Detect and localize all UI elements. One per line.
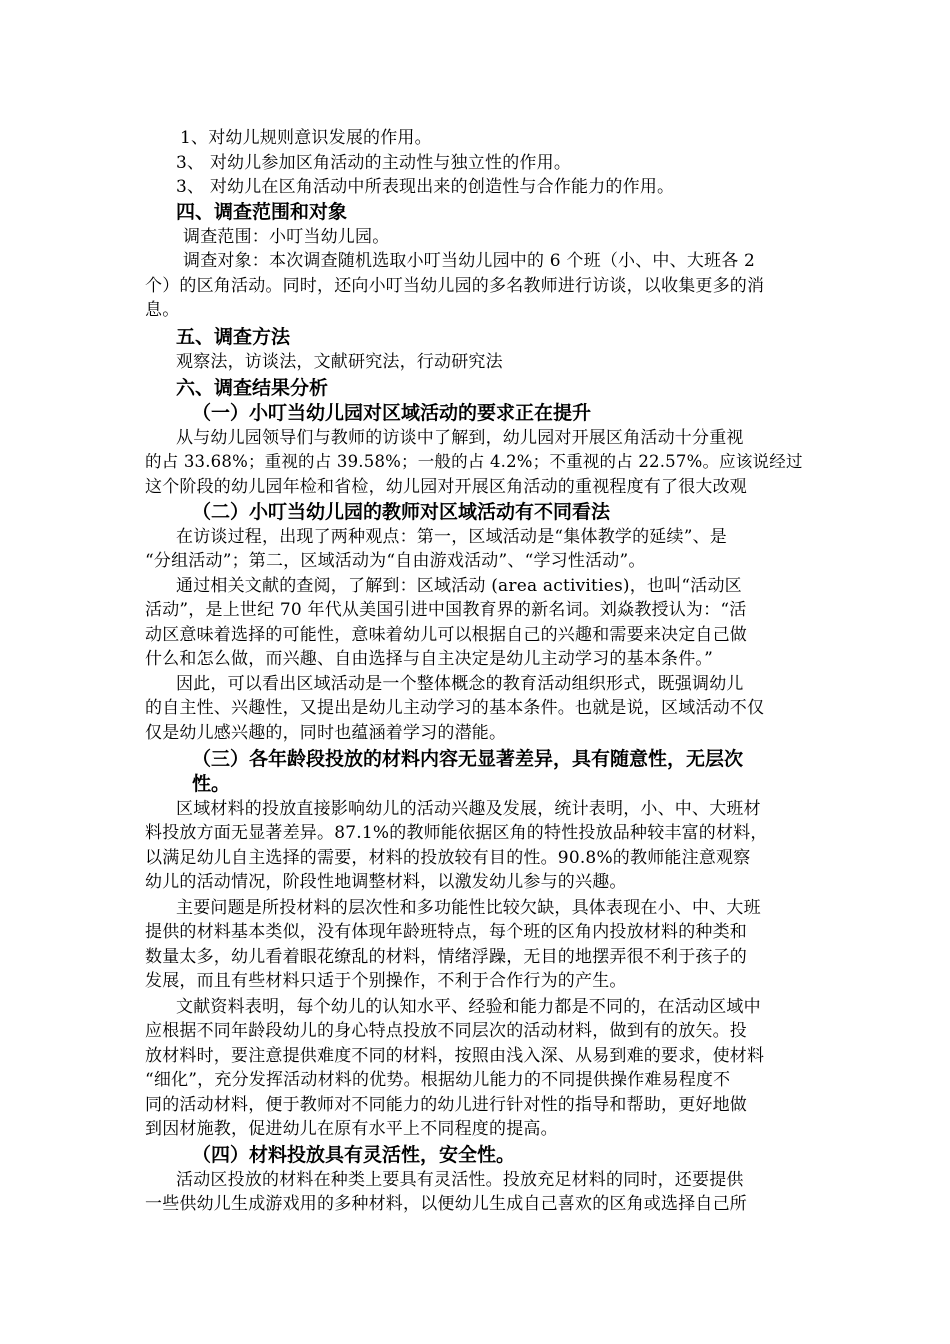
section-5-line-1: 观察法，访谈法，文献研究法，行动研究法 (176, 352, 503, 372)
subsection-1-line-3: 这个阶段的幼儿园年检和省检，幼儿园对开展区角活动的重视程度有了很大改观 (145, 477, 747, 497)
objective-1: 1、对幼儿规则意识发展的作用。 (180, 128, 432, 148)
subsection-3-heading-line-1: （三）各年龄段投放的材料内容无显著差异，具有随意性，无层次 (192, 748, 744, 770)
subsection-2-line-5: 动区意味着选择的可能性，意味着幼儿可以根据自己的兴趣和需要来决定自己做 (145, 625, 747, 645)
subsection-3-line-2: 料投放方面无显著差异。87.1%的教师能依据区角的特性投放品种较丰富的材料， (145, 823, 768, 843)
subsection-3-line-4: 幼儿的活动情况，阶段性地调整材料，以激发幼儿参与的兴趣。 (145, 872, 627, 892)
subsection-2-line-8: 的自主性、兴趣性，又提出是幼儿主动学习的基本条件。也就是说，区域活动不仅 (145, 698, 765, 718)
objective-2: 3、 对幼儿参加区角活动的主动性与独立性的作用。 (176, 153, 572, 173)
subsection-2-line-7: 因此，可以看出区域活动是一个整体概念的教育活动组织形式，既强调幼儿 (176, 674, 744, 694)
subsection-4-heading: （四）材料投放具有灵活性，安全性。 (192, 1144, 516, 1166)
subsection-3-line-3: 以满足幼儿自主选择的需要，材料的投放较有目的性。90.8%的教师能注意观察 (145, 848, 751, 868)
subsection-3-line-13: 同的活动材料，便于教师对不同能力的幼儿进行针对性的指导和帮助，更好地做 (145, 1095, 747, 1115)
subsection-3-line-6: 提供的材料基本类似，没有体现年龄班特点，每个班的区角内投放材料的种类和 (145, 922, 747, 942)
subsection-3-line-1: 区域材料的投放直接影响幼儿的活动兴趣及发展，统计表明，小、中、大班材 (176, 799, 761, 819)
subsection-2-line-2: “分组活动”；第二，区域活动为“自由游戏活动”、“学习性活动”。 (145, 551, 646, 571)
subsection-3-line-7: 数量太多，幼儿看着眼花缭乱的材料，情绪浮躁，无目的地摆弄很不利于孩子的 (145, 947, 747, 967)
subsection-2-line-3: 通过相关文献的查阅，了解到：区域活动 (area activities)，也叫“活动区 (176, 576, 742, 596)
subsection-3-line-8: 发展，而且有些材料只适于个别操作，不利于合作行为的产生。 (145, 971, 627, 991)
subsection-4-line-2: 一些供幼儿生成游戏用的多种材料，以便幼儿生成自己喜欢的区角或选择自己所 (145, 1194, 747, 1214)
subsection-1-line-2: 的占 33.68%；重视的占 39.58%；一般的占 4.2%；不重视的占 22.57%。应该说经过 (145, 452, 803, 471)
subsection-2-line-9: 仅是幼儿感兴趣的，同时也蕴涵着学习的潜能。 (145, 723, 507, 743)
objective-3: 3、 对幼儿在区角活动中所表现出来的创造性与合作能力的作用。 (176, 177, 675, 197)
subsection-2-heading: （二）小叮当幼儿园的教师对区域活动有不同看法 (192, 501, 611, 523)
subsection-3-line-11: 放材料时，要注意提供难度不同的材料，按照由浅入深、从易到难的要求，使材料 (145, 1046, 765, 1066)
section-6-heading: 六、调查结果分析 (176, 377, 329, 399)
subsection-3-line-12: “细化”，充分发挥活动材料的优势。根据幼儿能力的不同提供操作难易程度不 (145, 1070, 731, 1090)
section-4-line-1: 调查范围：小叮当幼儿园。 (183, 227, 390, 247)
subsection-3-line-14: 到因材施教，促进幼儿在原有水平上不同程度的提高。 (145, 1119, 558, 1139)
section-4-line-2: 调查对象：本次调查随机选取小叮当幼儿园中的 6 个班（小、中、大班各 2 (183, 251, 756, 271)
subsection-2-line-1: 在访谈过程，出现了两种观点：第一，区域活动是“集体教学的延续”、是 (176, 527, 727, 547)
subsection-2-line-6: 什么和怎么做，而兴趣、自由选择与自主决定是幼儿主动学习的基本条件。” (145, 649, 713, 669)
subsection-4-line-1: 活动区投放的材料在种类上要具有灵活性。投放充足材料的同时，还要提供 (176, 1170, 744, 1190)
section-4-heading: 四、调查范围和对象 (176, 201, 348, 223)
section-5-heading: 五、调查方法 (176, 326, 291, 348)
subsection-1-heading: （一）小叮当幼儿园对区域活动的要求正在提升 (192, 402, 592, 424)
subsection-3-heading-line-2: 性。 (192, 773, 231, 795)
subsection-1-line-1: 从与幼儿园领导们与教师的访谈中了解到，幼儿园对开展区角活动十分重视 (176, 428, 744, 448)
subsection-2-line-4: 活动”，是上世纪 70 年代从美国引进中国教育界的新名词。刘焱教授认为：“活 (145, 600, 747, 620)
section-4-line-4: 息。 (145, 300, 180, 320)
section-4-line-3: 个）的区角活动。同时，还向小叮当幼儿园的多名教师进行访谈，以收集更多的消 (145, 276, 765, 296)
subsection-3-line-10: 应根据不同年龄段幼儿的身心特点投放不同层次的活动材料，做到有的放矢。投 (145, 1021, 747, 1041)
subsection-3-line-5: 主要问题是所投材料的层次性和多功能性比较欠缺，具体表现在小、中、大班 (176, 898, 761, 918)
subsection-3-line-9: 文献资料表明，每个幼儿的认知水平、经验和能力都是不同的，在活动区域中 (176, 997, 761, 1017)
